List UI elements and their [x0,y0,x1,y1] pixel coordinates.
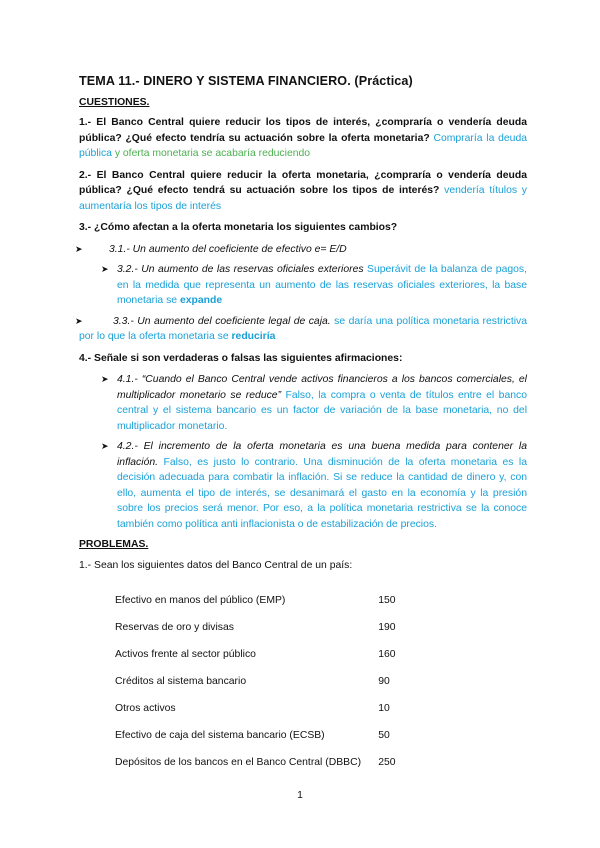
table-row [115,695,415,722]
table-row [115,641,415,668]
table-row-label: Créditos al sistema bancario [115,675,247,687]
question-3-item-2-answer: Superávit de la balanza de pagos, en la medida que representa un aumento de las reservas oficiales exteriores, la base monetaria se [117,264,528,306]
arrow-bullet-icon: ➤ [75,315,83,326]
table-row-label: Efectivo de caja del sistema bancario (ECSB) [115,729,325,741]
page-number: 1 [297,790,303,801]
table-row [115,749,415,776]
question-3-item-3-answer: se daría una política monetaria restrictiva por lo que la oferta monetaria se [79,315,528,342]
table-row-value: 90 [378,675,390,687]
table-row-value: 190 [378,621,396,633]
question-1-text: 1.- El Banco Central quiere reducir los tipos de interés, ¿compraría o vendería deuda pública? ¿Qué efecto tendría su actuación sobre la oferta monetaria? [79,117,527,144]
page-title: TEMA 11.- DINERO Y SISTEMA FINANCIERO. (Práctica) [79,74,413,88]
data-table [115,587,415,776]
table-row-value: 10 [378,702,390,714]
question-3-item-2-answer-bold: expande [179,295,223,306]
table-row [115,668,415,695]
question-3-item-1 [75,242,527,258]
question-4-item-1-body [117,372,527,434]
question-4-item-2-text: 4.2.- El incremento de la oferta monetaria es una buena medida para contener la inflación. [117,441,527,468]
question-3-item-3-answer-bold: reduciría [231,331,276,342]
table-row-label: Otros activos [115,702,176,714]
table-row-value: 250 [378,756,396,768]
table-row [115,614,415,641]
arrow-bullet-icon: ➤ [75,243,83,254]
table-row-label: Reservas de oro y divisas [115,621,234,633]
table-row-label: Efectivo en manos del público (EMP) [115,594,286,606]
question-2-text: 2.- El Banco Central quiere reducir la oferta monetaria, ¿compraría o vendería deuda pública? ¿Qué efecto tendrá su actuación sobre los tipos de interés? [79,169,527,196]
table-row-label: Depósitos de los bancos en el Banco Central (DBBC) [115,756,362,768]
question-3-item-2-text: 3.2.- Un aumento de las reservas oficiales exteriores [117,264,364,275]
question-4-item-1-answer: Falso, la compra o venta de títulos entre el banco central y el sistema bancario es un factor de variación de la base monetaria, no del multiplicador monetario. [117,389,527,432]
question-4-item-2 [101,439,527,532]
question-1-answer-b: y oferta monetaria se acabaría reduciendo [111,148,311,159]
problemas-heading: PROBLEMAS. [79,539,149,550]
cuestiones-heading: CUESTIONES. [79,96,150,108]
question-4-item-1-text: 4.1.- “Cuando el Banco Central vende activos financieros a los bancos comerciales, el multiplicador monetario se reduce” [117,374,527,401]
arrow-bullet-icon: ➤ [101,374,109,384]
question-3-item-3 [75,314,528,345]
question-4-item-2-answer: Falso, es justo lo contrario. Una disminución de la oferta monetaria es la decisión adecuada para combatir la inflación. Si se reduce la cantidad de dinero y, con ello, aumenta el tipo de interés, se desanimará el gasto en la economía y la presión sobre los precios será menor. Por eso, a la política monetaria restrictiva se la conoce también como política anti inflacionista o de estabilización de precios. [117,456,527,530]
question-3-item-2 [101,262,527,309]
question-3-item-3-text: 3.3.- Un aumento del coeficiente legal de caja. [113,315,331,327]
question-1 [79,115,527,162]
question-2-answer: vendería títulos y aumentaría los tipos de interés [79,185,527,212]
table-row-value: 50 [378,729,390,741]
arrow-bullet-icon: ➤ [101,441,109,451]
question-2 [79,168,527,215]
question-4-item-1 [101,372,527,434]
table-row-value: 160 [378,648,396,660]
question-3-item-1-text: 3.1.- Un aumento del coeficiente de efectivo e= E/D [109,243,347,255]
arrow-bullet-icon: ➤ [101,264,109,274]
question-1-answer-a: Compraría la deuda pública [79,132,528,159]
question-4-item-2-body [117,439,527,532]
problem-1-intro: 1.- Sean los siguientes datos del Banco Central de un país: [79,559,353,571]
table-row-value: 150 [378,594,396,606]
table-row-label: Activos frente al sector público [115,648,256,660]
question-4: 4.- Señale si son verdaderas o falsas las siguientes afirmaciones: [79,352,403,364]
table-row [115,722,415,749]
table-row [115,587,415,614]
document-page [75,74,528,776]
question-3-item-2-body [117,262,527,309]
question-3: 3.- ¿Cómo afectan a la oferta monetaria los siguientes cambios? [79,222,398,233]
